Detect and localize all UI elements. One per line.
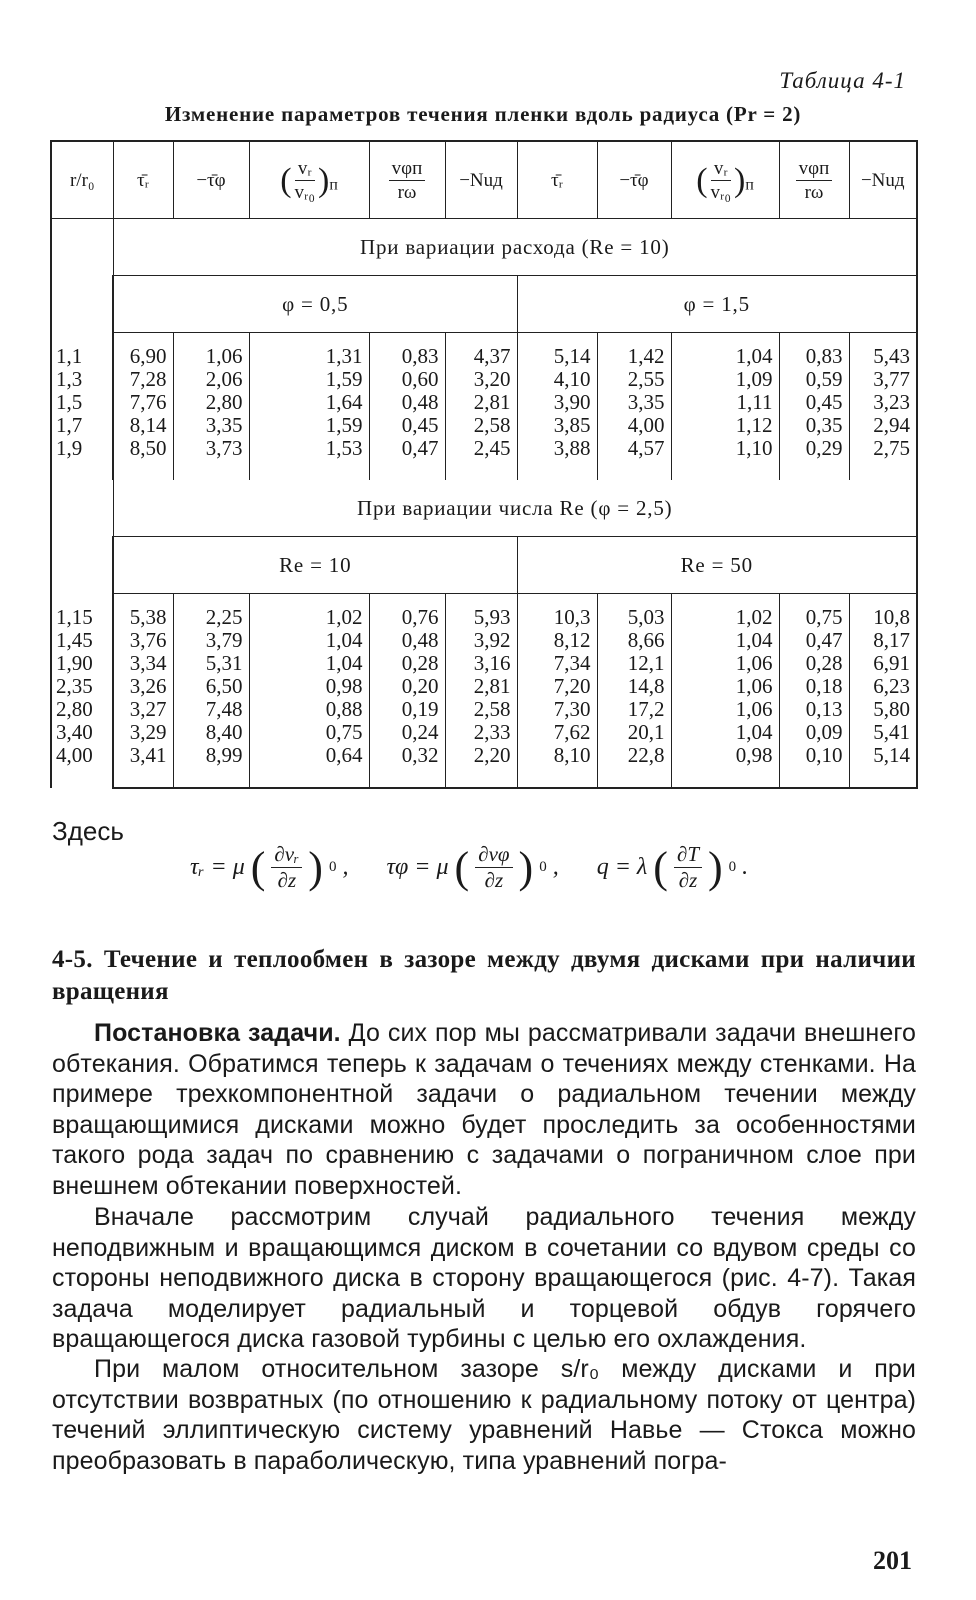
table-cell: 5,38: [113, 594, 173, 630]
table-cell: 0,19: [369, 698, 445, 721]
table-cell: 2,75: [849, 437, 917, 480]
table-cell: 5,14: [849, 744, 917, 788]
subheader-left: Re = 10: [113, 537, 517, 594]
table-number-label: Таблица 4-1: [779, 68, 906, 93]
table-row: [51, 675, 917, 698]
table-cell: 7,34: [517, 652, 597, 675]
table-cell: 3,34: [113, 652, 173, 675]
table-cell: 1,59: [249, 368, 369, 391]
table-cell: 0,20: [369, 675, 445, 698]
page-number: 201: [873, 1546, 912, 1575]
formula-line: τᵣ = μ ( $\frac{\text{∂vᵣ}}{\partial z}$ ) 0 , τφ = μ ( $\frac{\partial v\varphi}{\partial z}$ ) 0 , q = λ ( $\frac{\partial T}{\partial z}$ ) 0 .: [190, 842, 749, 892]
table-body: [51, 219, 917, 789]
table-cell: 8,17: [849, 629, 917, 652]
table-cell: 0,32: [369, 744, 445, 788]
formula-tau-r-lhs: τᵣ = μ: [190, 854, 245, 880]
table-cell: 0,35: [779, 414, 849, 437]
table-cell: 3,29: [113, 721, 173, 744]
header-nusselt-2: −Nuд: [849, 141, 917, 219]
header-nusselt: −Nuд: [445, 141, 517, 219]
table-cell: 3,35: [173, 414, 249, 437]
table-cell: 7,62: [517, 721, 597, 744]
paragraph-1: [52, 1018, 916, 1201]
table-cell: 8,10: [517, 744, 597, 788]
table-cell: 1,42: [597, 333, 671, 369]
r-ratio-value: 1,3: [56, 367, 83, 391]
table-cell: 5,03: [597, 594, 671, 630]
table-cell: 3,77: [849, 368, 917, 391]
table-cell: 1,10: [671, 437, 779, 480]
r-ratio-value: 1,7: [56, 413, 83, 437]
table-cell: 2,55: [597, 368, 671, 391]
row-label-column: [51, 480, 113, 788]
table-cell: 0,83: [779, 333, 849, 369]
table-cell: 3,41: [113, 744, 173, 788]
header-tau-phi: −τ̄φ: [173, 141, 249, 219]
table-cell: 5,14: [517, 333, 597, 369]
table-cell: 0,88: [249, 698, 369, 721]
formula-q-num: ∂T: [674, 842, 702, 868]
header-vphi-ratio: $\frac{\text{vφп}}{r\omega}$: [369, 141, 445, 219]
section-title-row: [51, 480, 917, 537]
table-row: [51, 414, 917, 437]
formula-tau-phi-lhs: τφ = μ: [386, 854, 449, 880]
table-row: [51, 744, 917, 788]
table-cell: 1,31: [249, 333, 369, 369]
table-cell: 1,04: [671, 721, 779, 744]
table-cell: 6,50: [173, 675, 249, 698]
section-title-row: [51, 219, 917, 276]
table-cell: 2,25: [173, 594, 249, 630]
table-cell: 4,57: [597, 437, 671, 480]
table-row: [51, 437, 917, 480]
table-cell: 12,1: [597, 652, 671, 675]
table-cell: 3,90: [517, 391, 597, 414]
table-cell: 0,98: [671, 744, 779, 788]
formula-q-lhs: q = λ: [596, 854, 648, 880]
table-cell: 5,41: [849, 721, 917, 744]
formula-tau-r-den: ∂z: [277, 868, 297, 892]
paragraph-2: [52, 1202, 916, 1355]
section-title: При вариации числа Re (φ = 2,5): [113, 480, 917, 537]
header-tau-r: τ̄ᵣ: [113, 141, 173, 219]
table-row: [51, 594, 917, 630]
r-ratio-value: 1,90: [56, 651, 93, 675]
r-ratio-value: 1,45: [56, 628, 93, 652]
table-cell: 4,10: [517, 368, 597, 391]
table-cell: 0,28: [779, 652, 849, 675]
table-cell: 8,66: [597, 629, 671, 652]
table-cell: 1,53: [249, 437, 369, 480]
table-cell: 0,45: [369, 414, 445, 437]
table-cell: 1,64: [249, 391, 369, 414]
table-cell: 1,09: [671, 368, 779, 391]
table-cell: 0,48: [369, 391, 445, 414]
paragraph-1-lead: Постановка задачи.: [94, 1019, 341, 1047]
table-cell: 4,37: [445, 333, 517, 369]
table-cell: 3,92: [445, 629, 517, 652]
table-cell: 0,13: [779, 698, 849, 721]
section-title: При вариации расхода (Re = 10): [113, 219, 917, 276]
table-cell: 2,45: [445, 437, 517, 480]
subheader-right: φ = 1,5: [517, 276, 917, 333]
subheader-right: Re = 50: [517, 537, 917, 594]
table-row: [51, 368, 917, 391]
table-cell: 0,75: [249, 721, 369, 744]
section-subheader-row: [51, 537, 917, 594]
table-row: [51, 698, 917, 721]
table-row: [51, 721, 917, 744]
table-cell: 0,18: [779, 675, 849, 698]
table-cell: 7,48: [173, 698, 249, 721]
header-vr-ratio-2: ( $\frac{\text{vᵣ}}{\text{vᵣ₀}}$ )$_п$: [671, 141, 779, 219]
table-row: [51, 652, 917, 675]
table-cell: 7,20: [517, 675, 597, 698]
table-cell: 3,16: [445, 652, 517, 675]
table-cell: 22,8: [597, 744, 671, 788]
table-row: [51, 629, 917, 652]
table-cell: 10,8: [849, 594, 917, 630]
table-cell: 0,75: [779, 594, 849, 630]
table-cell: 0,59: [779, 368, 849, 391]
r-ratio-value: 2,35: [56, 674, 93, 698]
table-cell: 0,83: [369, 333, 445, 369]
paragraph-2-text: Вначале рассмотрим случай радиального течения между неподвижным и вращающимся диском в сочетании со вдувом среды со стороны неподвижного диска в сторону вращающегося (рис. 4-7). Такая задача моделирует радиальный и торцевой обдув горячего вращающегося диска газовой турбины с целью его охлаждения.: [52, 1203, 916, 1353]
table-cell: 0,45: [779, 391, 849, 414]
table-cell: 0,29: [779, 437, 849, 480]
table-cell: 3,20: [445, 368, 517, 391]
r-ratio-value: 1,5: [56, 390, 83, 414]
table-cell: 3,23: [849, 391, 917, 414]
table-cell: 2,58: [445, 698, 517, 721]
r-ratio-value: 1,9: [56, 436, 83, 460]
table-cell: 0,98: [249, 675, 369, 698]
table-cell: 2,81: [445, 391, 517, 414]
header-vphi-ratio-2: $\frac{\text{vφп}}{r\omega}$: [779, 141, 849, 219]
table-cell: 1,06: [671, 652, 779, 675]
table-row: [51, 391, 917, 414]
table-cell: 1,04: [249, 629, 369, 652]
table-cell: 1,06: [671, 698, 779, 721]
r-ratio-value: 2,80: [56, 697, 93, 721]
table-cell: 8,50: [113, 437, 173, 480]
table-cell: 1,04: [671, 629, 779, 652]
section-heading: 4-5. Течение и теплообмен в зазоре между двумя дисками при наличии вращения: [52, 946, 916, 1005]
table-cell: 1,04: [671, 333, 779, 369]
table-cell: 0,48: [369, 629, 445, 652]
table-cell: 6,91: [849, 652, 917, 675]
paragraph-3: [52, 1354, 916, 1476]
table-cell: 1,59: [249, 414, 369, 437]
table-cell: 2,06: [173, 368, 249, 391]
table-cell: 2,58: [445, 414, 517, 437]
table-cell: 3,26: [113, 675, 173, 698]
table-cell: 0,24: [369, 721, 445, 744]
table-cell: 10,3: [517, 594, 597, 630]
table-cell: 2,80: [173, 391, 249, 414]
table-cell: 2,20: [445, 744, 517, 788]
table-cell: 17,2: [597, 698, 671, 721]
table-cell: 3,76: [113, 629, 173, 652]
table-cell: 0,10: [779, 744, 849, 788]
table-cell: 2,33: [445, 721, 517, 744]
paragraph-1-text: До сих пор мы рассматривали задачи внешнего обтекания. Обратимся теперь к задачам о течениях между стенками. На примере трехкомпонентной задачи о радиальном течении между вращающимися дисками можно будет проследить за особенностями такого рода задач по сравнению с задачами о пограничном слое при внешнем обтекании поверхностей.: [52, 1019, 917, 1200]
header-tau-r-2: τ̄ᵣ: [517, 141, 597, 219]
table-cell: 0,09: [779, 721, 849, 744]
table-cell: 3,88: [517, 437, 597, 480]
table-row: [51, 333, 917, 369]
table-cell: 0,28: [369, 652, 445, 675]
table-cell: 3,27: [113, 698, 173, 721]
table-cell: 0,47: [369, 437, 445, 480]
data-table: [50, 140, 918, 789]
header-vr-ratio: ( $\frac{\text{vᵣ}}{\text{vᵣ₀}}$ )$_п$: [249, 141, 369, 219]
table-cell: 0,47: [779, 629, 849, 652]
table-cell: 4,00: [597, 414, 671, 437]
formula-q-den: ∂z: [678, 868, 698, 892]
paragraph-3-text: При малом относительном зазоре s/r₀ между дисками и при отсутствии возвратных (по отношению к радиальному потоку от центра) течений эллиптическую систему уравнений Навье — Стокса можно преобразовать в параболическую, типа уравнений погра-: [52, 1355, 916, 1475]
row-label-column: [51, 219, 113, 481]
table-cell: 0,60: [369, 368, 445, 391]
table-cell: 2,81: [445, 675, 517, 698]
table-cell: 7,30: [517, 698, 597, 721]
header-r-ratio: r/r₀: [51, 141, 113, 219]
table-cell: 5,93: [445, 594, 517, 630]
r-ratio-value: 1,15: [56, 605, 93, 629]
table-cell: 3,85: [517, 414, 597, 437]
table-cell: 1,12: [671, 414, 779, 437]
section-subheader-row: [51, 276, 917, 333]
table-cell: 8,40: [173, 721, 249, 744]
subheader-left: φ = 0,5: [113, 276, 517, 333]
formula-tau-phi-den: ∂z: [484, 868, 504, 892]
here-label: Здесь: [52, 816, 124, 846]
r-ratio-value: 3,40: [56, 720, 93, 744]
table-cell: 6,23: [849, 675, 917, 698]
table-cell: 14,8: [597, 675, 671, 698]
table-cell: 3,73: [173, 437, 249, 480]
r-ratio-value: 1,1: [56, 344, 83, 368]
table-cell: 5,43: [849, 333, 917, 369]
formula-tau-r-num: ∂vᵣ: [271, 842, 302, 868]
table-cell: 6,90: [113, 333, 173, 369]
table-cell: 8,14: [113, 414, 173, 437]
table-cell: 1,11: [671, 391, 779, 414]
table-cell: 3,35: [597, 391, 671, 414]
table-cell: 7,28: [113, 368, 173, 391]
table-cell: 5,80: [849, 698, 917, 721]
table-cell: 3,79: [173, 629, 249, 652]
table-cell: 1,06: [671, 675, 779, 698]
table-cell: 0,76: [369, 594, 445, 630]
table-cell: 8,12: [517, 629, 597, 652]
table-cell: 1,04: [249, 652, 369, 675]
table-cell: 0,64: [249, 744, 369, 788]
r-ratio-value: 4,00: [56, 743, 93, 767]
table-cell: 8,99: [173, 744, 249, 788]
table-cell: 7,76: [113, 391, 173, 414]
table-caption: Изменение параметров течения пленки вдоль радиуса (Pr = 2): [164, 102, 802, 126]
table-cell: 1,06: [173, 333, 249, 369]
table-header-row: [51, 141, 917, 219]
table-cell: 1,02: [671, 594, 779, 630]
header-tau-phi-2: −τ̄φ: [597, 141, 671, 219]
table-cell: 20,1: [597, 721, 671, 744]
table-cell: 5,31: [173, 652, 249, 675]
formula-tau-phi-num: ∂vφ: [475, 842, 512, 868]
table-cell: 2,94: [849, 414, 917, 437]
table-cell: 1,02: [249, 594, 369, 630]
